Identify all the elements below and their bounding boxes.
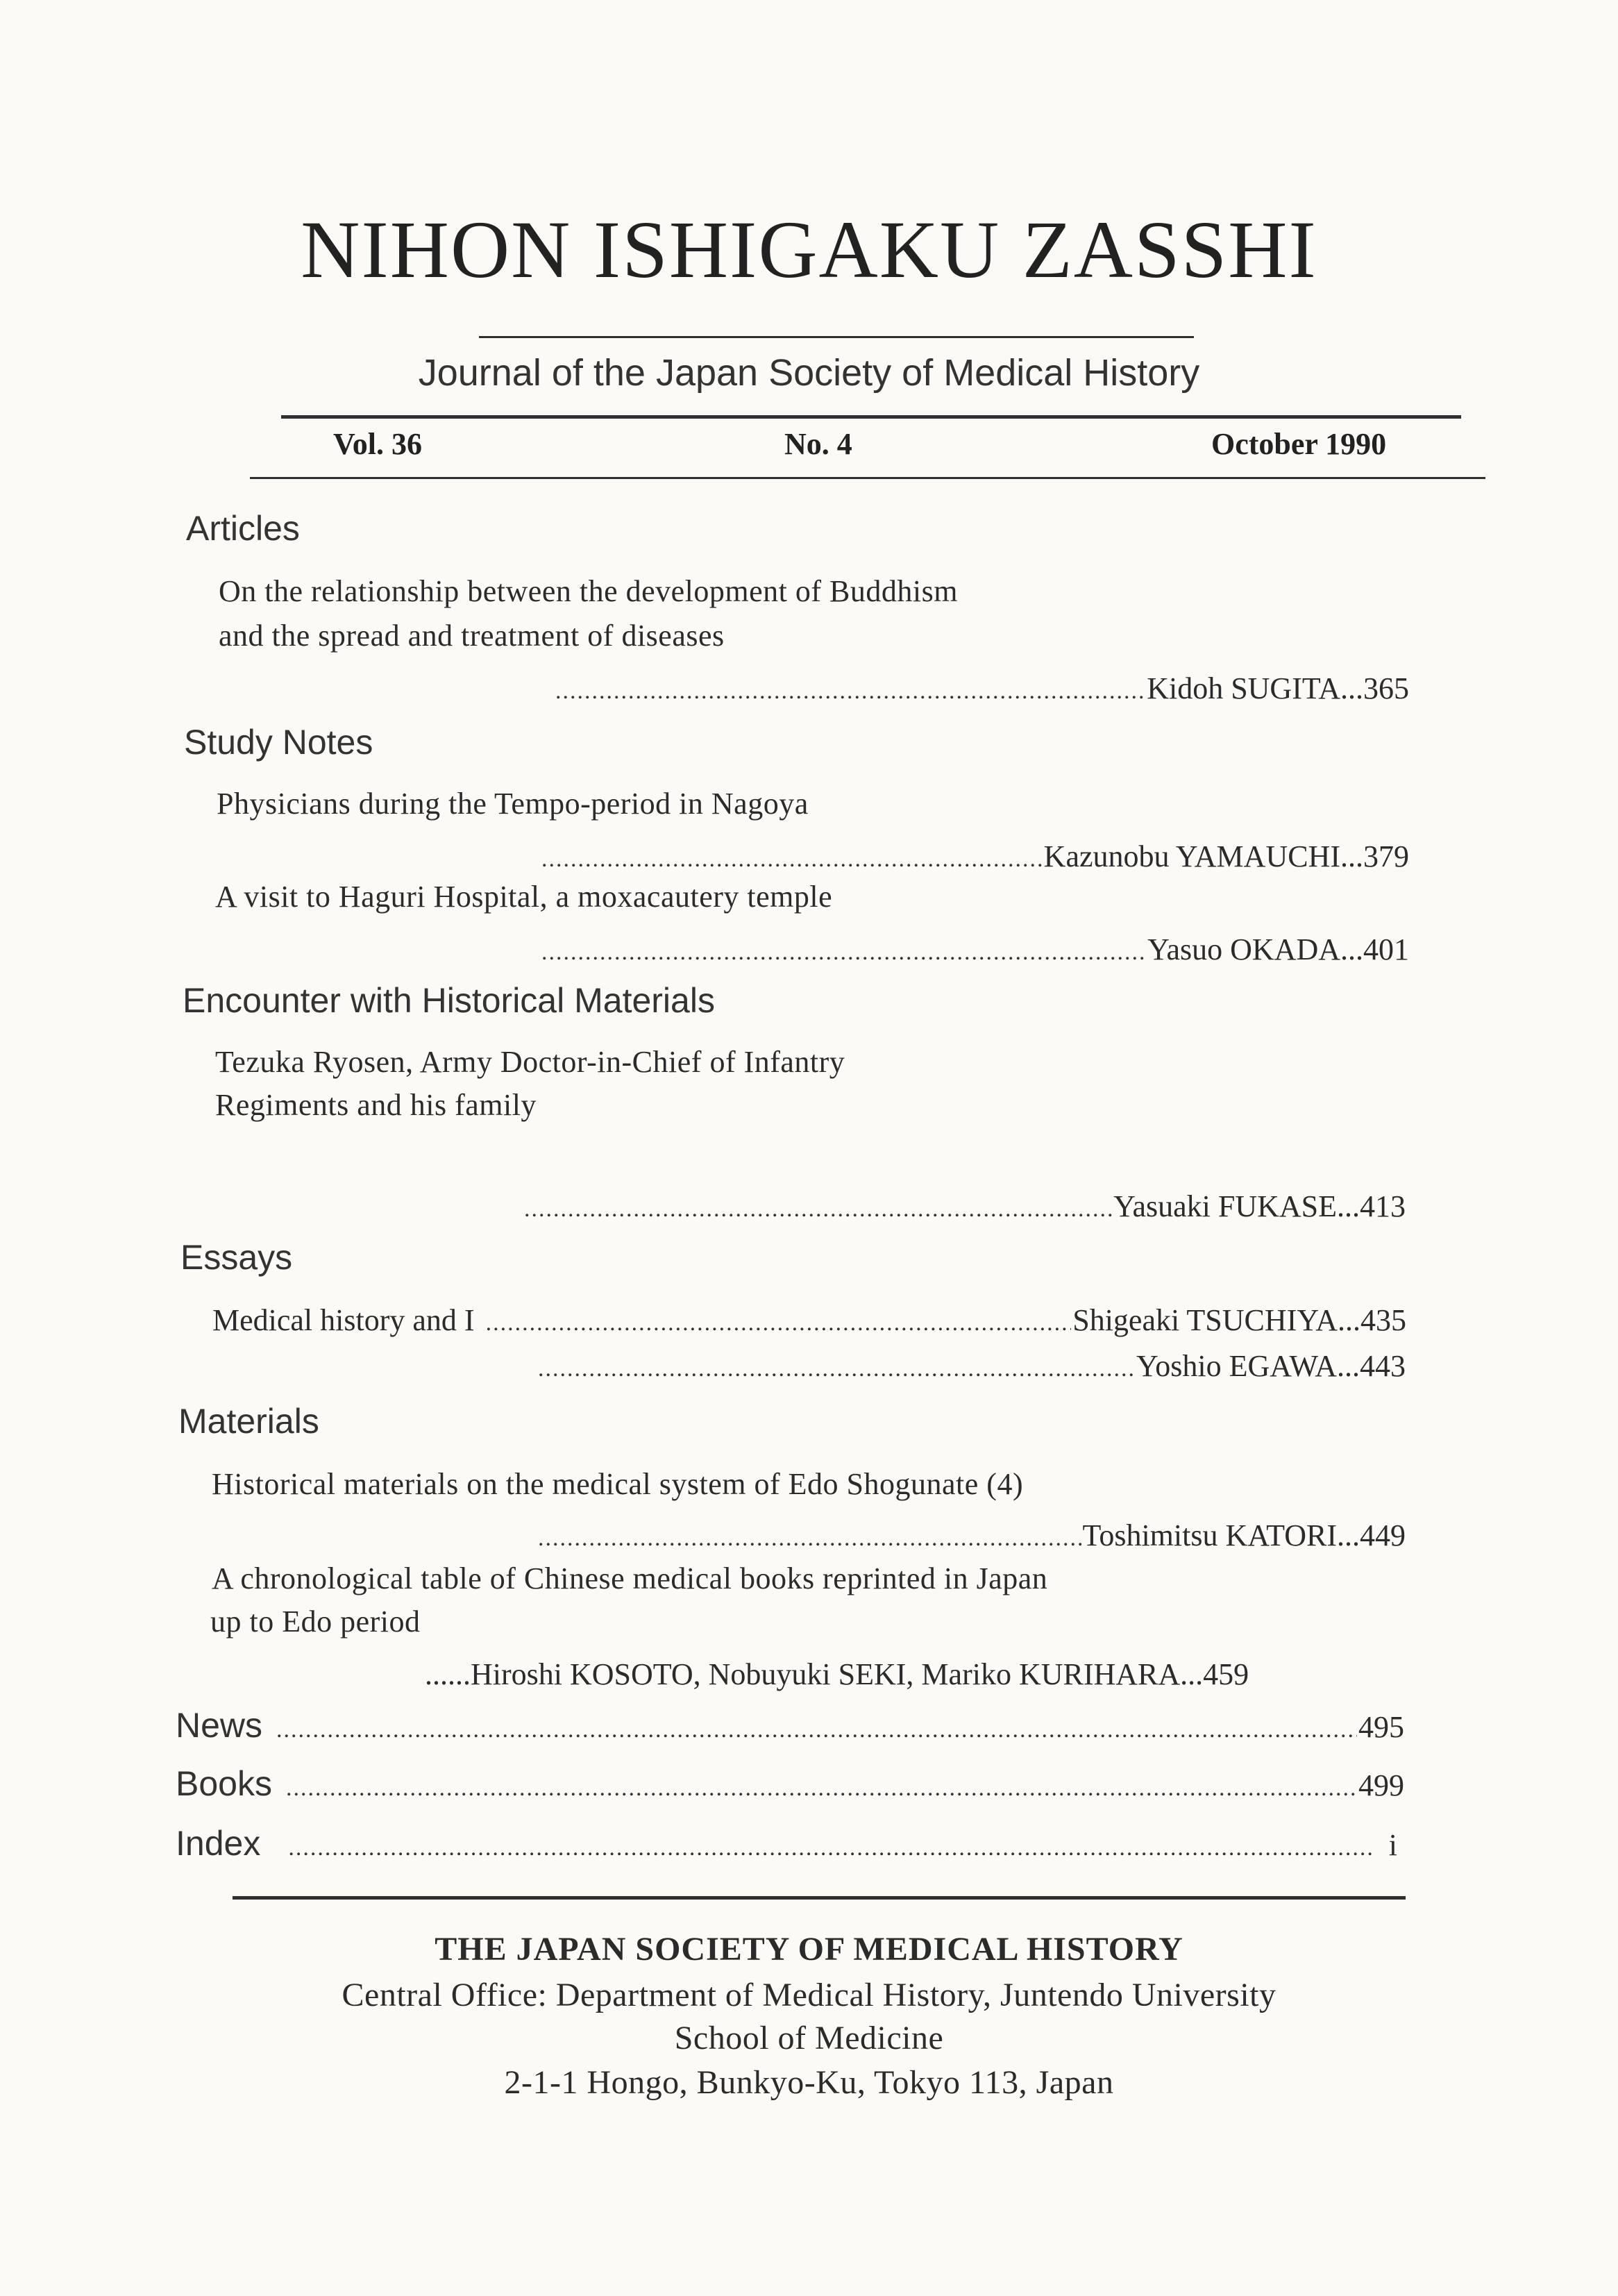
encounter-title-line1: Tezuka Ryosen, Army Doctor-in-Chief of Infantry — [215, 1045, 845, 1079]
leader-dots — [524, 1196, 1112, 1223]
materials-author-row-2 — [425, 1657, 1406, 1692]
leader-dots — [276, 1717, 1357, 1743]
books-row — [176, 1763, 1404, 1804]
materials-title-2-line2: up to Edo period — [210, 1604, 421, 1639]
article-author: Kidoh SUGITA...365 — [1147, 671, 1409, 705]
header-rule-bottom — [250, 477, 1485, 479]
journal-title: NIHON ISHIGAKU ZASSHI — [301, 204, 1317, 295]
office-address: 2-1-1 Hongo, Bunkyo-Ku, Tokyo 113, Japan — [504, 2064, 1114, 2101]
news-row — [176, 1705, 1404, 1745]
section-heading-news: News — [176, 1706, 263, 1745]
section-heading-essays: Essays — [180, 1238, 293, 1277]
title-divider — [479, 336, 1194, 338]
leader-dots — [541, 939, 1146, 966]
leader-dots — [486, 1310, 1072, 1336]
study-note-author-row-1 — [541, 839, 1409, 874]
study-note-title-2: A visit to Haguri Hospital, a moxacautery temple — [215, 880, 833, 914]
issue-date: October 1990 — [1211, 427, 1387, 461]
office-line-1: Central Office: Department of Medical History, Juntendo University — [342, 1977, 1276, 2013]
header-rule-top — [281, 415, 1461, 419]
essay-row-1 — [212, 1302, 1406, 1338]
essay-author-1: Shigeaki TSUCHIYA...435 — [1072, 1303, 1406, 1337]
essay-row-2 — [538, 1348, 1406, 1384]
leader-dots — [541, 846, 1043, 873]
index-row — [176, 1823, 1397, 1863]
study-note-title-1: Physicians during the Tempo-period in Nagoya — [217, 787, 809, 821]
journal-subtitle: Journal of the Japan Society of Medical History — [418, 352, 1200, 394]
leader-dots — [538, 1525, 1081, 1552]
office-line-2: School of Medicine — [674, 2020, 944, 2056]
article-title-line2: and the spread and treatment of diseases — [219, 619, 725, 653]
leader-dots — [555, 678, 1145, 705]
encounter-author: Yasuaki FUKASE...413 — [1113, 1189, 1406, 1223]
materials-title-2-line1: A chronological table of Chinese medical books reprinted in Japan — [212, 1561, 1048, 1595]
materials-author-1: Toshimitsu KATORI...449 — [1082, 1518, 1406, 1552]
encounter-author-row — [524, 1189, 1406, 1224]
materials-title-1: Historical materials on the medical system of Edo Shogunate (4) — [212, 1467, 1024, 1501]
essay-title-1: Medical history and I — [212, 1303, 475, 1337]
article-author-row — [555, 671, 1409, 706]
section-heading-materials: Materials — [178, 1402, 319, 1441]
article-title-line1: On the relationship between the development of Buddhism — [219, 574, 958, 608]
materials-author-row-1 — [538, 1518, 1406, 1553]
study-note-author-2: Yasuo OKADA...401 — [1147, 932, 1409, 966]
section-heading-encounter: Encounter with Historical Materials — [183, 981, 715, 1020]
footer-rule — [233, 1896, 1406, 1900]
materials-author-2: ......Hiroshi KOSOTO, Nobuyuki SEKI, Mariko KURIHARA...459 — [425, 1657, 1249, 1691]
study-note-author-1: Kazunobu YAMAUCHI...379 — [1043, 839, 1409, 873]
issue-number: No. 4 — [784, 427, 852, 461]
section-heading-study-notes: Study Notes — [184, 723, 373, 762]
encounter-title-line2: Regiments and his family — [215, 1088, 537, 1122]
study-note-author-row-2 — [541, 932, 1409, 967]
section-heading-index: Index — [176, 1824, 261, 1863]
volume-label: Vol. 36 — [333, 427, 422, 461]
section-heading-books: Books — [176, 1764, 272, 1803]
society-name: THE JAPAN SOCIETY OF MEDICAL HISTORY — [435, 1931, 1183, 1968]
index-page: i — [1388, 1828, 1397, 1862]
news-page: 495 — [1358, 1710, 1404, 1744]
section-heading-articles: Articles — [186, 509, 300, 548]
leader-dots — [538, 1356, 1135, 1382]
leader-dots — [288, 1835, 1374, 1861]
leader-dots — [286, 1775, 1357, 1802]
books-page: 499 — [1358, 1768, 1404, 1802]
essay-author-2: Yoshio EGAWA...443 — [1136, 1349, 1406, 1383]
